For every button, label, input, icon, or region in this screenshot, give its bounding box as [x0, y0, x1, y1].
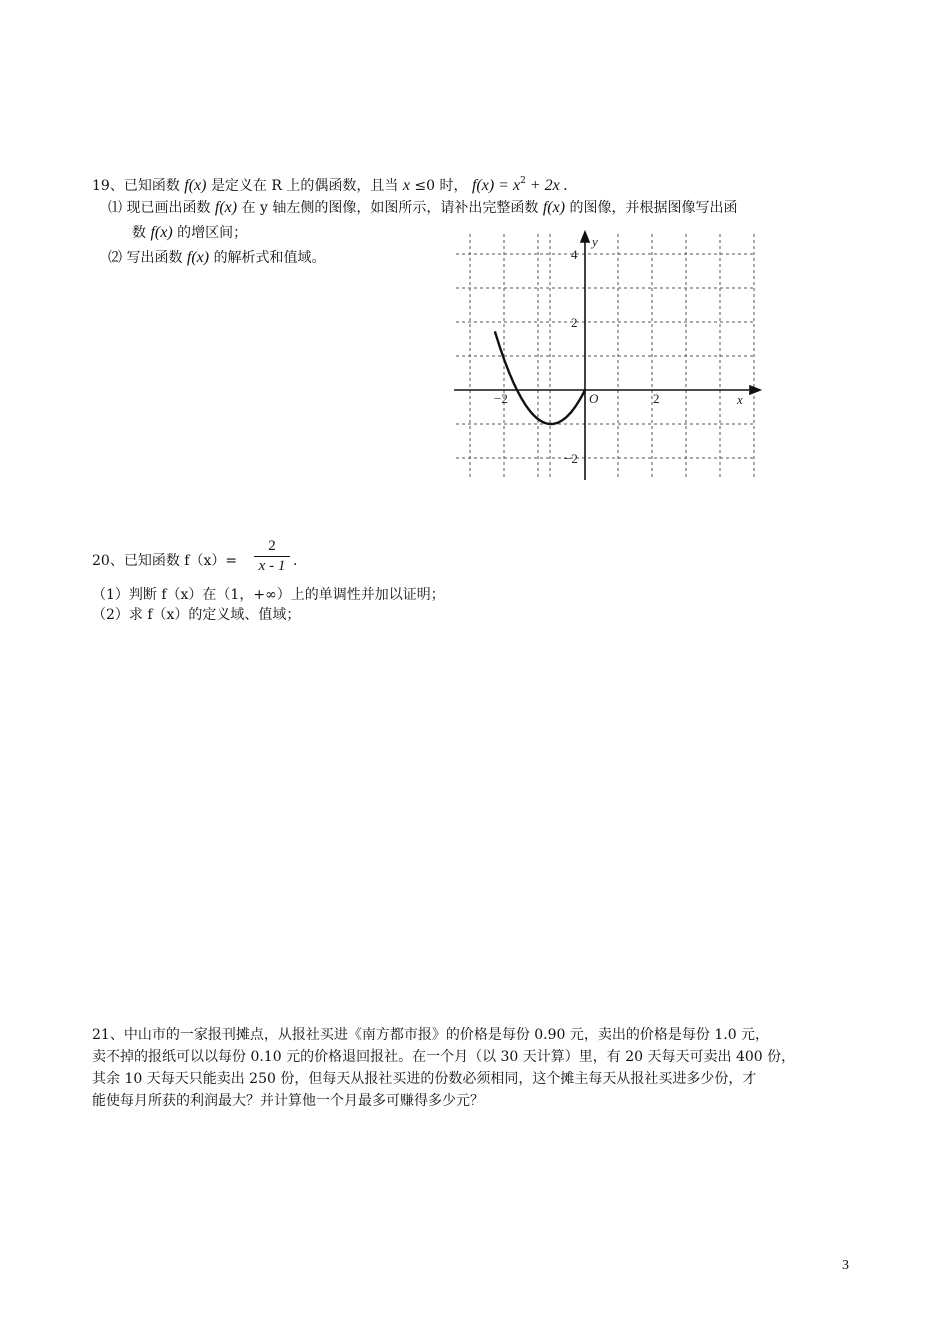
q20-text: 20、已知函数 f（x）=	[92, 553, 238, 569]
variable-x: x	[402, 177, 410, 194]
q19-text: 是定义在 R 上的偶函数，且当	[210, 178, 399, 194]
page-number: 3	[842, 1258, 849, 1273]
function-graph	[448, 228, 768, 484]
fraction-denominator: x - 1	[258, 558, 286, 574]
equation-part: = x	[494, 177, 521, 194]
tick-label-y4: 4	[571, 247, 578, 262]
tick-label-x-neg2: −2	[494, 391, 508, 406]
equation-part: + 2x .	[525, 177, 568, 194]
tick-label-x2: 2	[653, 391, 660, 406]
function-symbol: f(x)	[471, 177, 495, 194]
q21-line3: 其余 10 天每天只能卖出 250 份，但每天从报社买进的份数必须相同，这个摊主每天从报社买进多少份，才	[92, 1071, 757, 1087]
q20-part2: （2）求 f（x）的定义域、值域；	[92, 607, 301, 623]
x-axis-arrow	[750, 386, 760, 394]
q20-stem	[92, 552, 237, 570]
q20-part1: （1）判断 f（x）在（1，+∞）上的单调性并加以证明；	[92, 587, 445, 603]
q19-text: 数	[132, 225, 146, 241]
y-axis-arrow	[581, 232, 589, 242]
q20-text: .	[293, 553, 298, 569]
q19-text: 的增区间；	[177, 225, 248, 241]
q21-line1: 21、中山市的一家报刊摊点，从报社买进《南方都市报》的价格是每份 0.90 元，卖出的价格是每份 1.0 元，	[92, 1027, 770, 1043]
q19-text: ⑴ 现已画出函数	[108, 200, 211, 216]
q20-fraction	[254, 537, 290, 576]
q20-period	[293, 552, 297, 570]
fraction-numerator: 2	[254, 537, 290, 557]
function-symbol: f(x)	[214, 199, 238, 216]
q19-part2	[108, 249, 326, 267]
q19-text: ⑵ 写出函数	[108, 250, 183, 266]
exponent: 2	[520, 176, 526, 186]
function-symbol: f(x)	[186, 249, 210, 266]
grid	[456, 234, 754, 478]
function-curve-left	[495, 331, 585, 424]
tick-label-y2: 2	[571, 315, 578, 330]
origin-label: O	[589, 391, 599, 406]
q19-part1-cont	[132, 224, 247, 242]
tick-label-y-neg2: −2	[564, 451, 578, 466]
q19-text: 的解析式和值域。	[213, 250, 326, 266]
q19-text: 19、已知函数	[92, 178, 180, 194]
q19-text: 在 y 轴左侧的图像，如图所示，请补出完整函数	[241, 200, 539, 216]
function-symbol: f(x)	[184, 177, 207, 194]
x-axis-label: x	[737, 392, 743, 407]
function-symbol: f(x)	[150, 224, 173, 241]
q19-condition: ≤0 时，	[414, 178, 468, 194]
q21-line2: 卖不掉的报纸可以以每份 0.10 元的价格退回报社。在一个月（以 30 天计算）里，有 20 天每天可卖出 400 份，	[92, 1049, 796, 1065]
q19-part1	[108, 199, 737, 217]
q21-line4: 能使每月所获的利润最大？并计算他一个月最多可赚得多少元？	[92, 1093, 484, 1109]
q19-stem	[92, 172, 568, 195]
function-symbol: f(x)	[542, 199, 566, 216]
q19-text: 的图像，并根据图像写出函	[569, 200, 738, 216]
y-axis-label: y	[592, 234, 598, 249]
